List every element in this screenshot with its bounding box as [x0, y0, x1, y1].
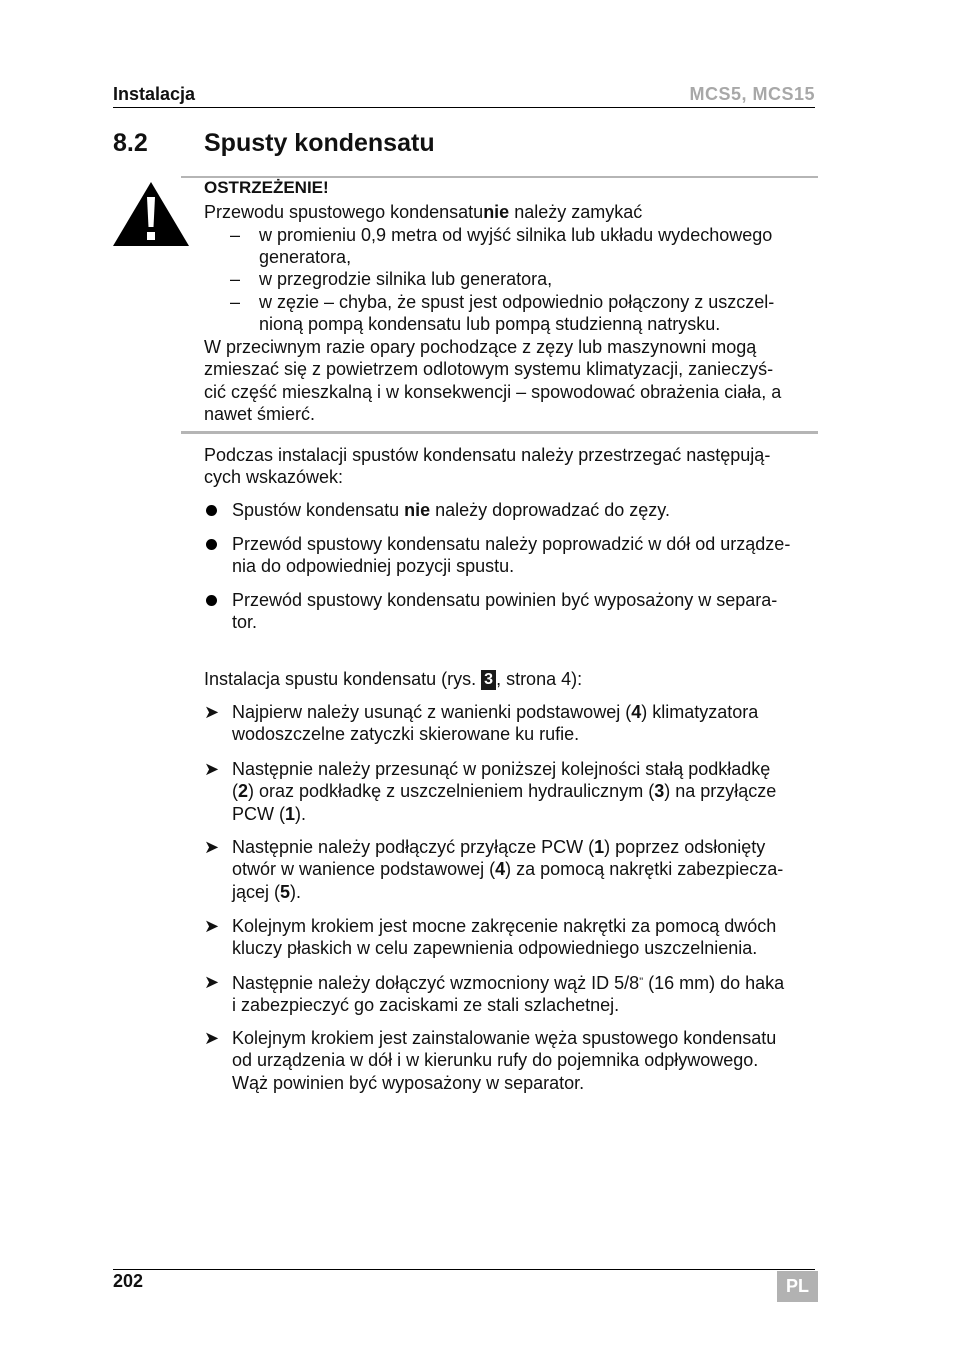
step-text: Następnie należy dołączyć wzmocniony wąż ID 5/8" (16 mm) do haka — [232, 973, 785, 993]
step-item — [204, 1027, 820, 1094]
installation-reference: Instalacja spustu kondensatu (rys. 3 , strona 4): — [204, 669, 583, 689]
warning-consequence-line: cić część mieszkalną i w konsekwencji – spowodować obrażenia ciała, a — [204, 381, 782, 402]
step-text: i zabezpieczyć go zaciskami ze stali szlachetnej. — [232, 995, 620, 1016]
step-text: od urządzenia w dół i w kierunku rufy do pojemnika odpływowego. — [232, 1050, 759, 1071]
step-text: wodoszczelne zatyczki skierowane ku rufie. — [232, 724, 580, 745]
warning-bottom-rule — [181, 431, 818, 434]
warning-intro-emphasis: nie — [483, 202, 510, 222]
bullet-text: tor. — [232, 612, 258, 633]
arrow-right-icon: ➤ — [204, 759, 220, 779]
arrow-right-icon: ➤ — [204, 702, 220, 722]
bullet-dot-icon — [204, 499, 226, 521]
step-item — [204, 971, 820, 1017]
intro-line: cych wskazówek: — [204, 467, 344, 488]
bullet-text: Spustów kondensatu nie należy doprowadzać do zęzy. — [232, 500, 670, 520]
step-text: Najpierw należy usunąć z wanienki podstawowej (4) klimatyzatora — [232, 702, 759, 722]
dash-item-line: generatora, — [259, 247, 352, 268]
arrow-right-icon: ➤ — [204, 1028, 220, 1048]
warning-consequence-line: nawet śmierć. — [204, 404, 316, 425]
step-text: otwór w wanience podstawowej (4) za pomocą nakrętki zabezpiecza- — [232, 859, 784, 880]
bullet-text: Przewód spustowy kondensatu powinien być wyposażony w separa- — [232, 590, 778, 610]
warning-title: OSTRZEŻENIE! — [204, 178, 329, 197]
figure-number-badge: 3 — [481, 670, 496, 690]
page-number: 202 — [113, 1271, 144, 1291]
dash-item-line: w przegrodzie silnika lub generatora, — [259, 269, 553, 289]
warning-triangle-icon — [112, 181, 190, 247]
header-rule — [113, 107, 815, 108]
dash-marker: – — [230, 269, 241, 289]
step-item — [204, 758, 820, 825]
step-text: jącej (5). — [232, 881, 302, 902]
warning-consequence-line: W przeciwnym razie opary pochodzące z zęzy lub maszynowni mogą — [204, 337, 757, 357]
dash-marker: – — [230, 292, 241, 312]
section-number: 8.2 — [113, 129, 148, 157]
section-title: Spusty kondensatu — [204, 129, 435, 157]
intro-line: Podczas instalacji spustów kondensatu należy przestrzegać następują- — [204, 445, 771, 465]
bullet-dot-icon — [204, 589, 226, 611]
warning-consequence-line: zmieszać się z powietrzem odlotowym systemu klimatyzacji, zanieczyś- — [204, 359, 774, 380]
dash-item-line: nioną pompą kondensatu lub pompą studzienną natrysku. — [259, 314, 721, 335]
step-text: Następnie należy przesunąć w poniższej kolejności stałą podkładkę — [232, 759, 771, 779]
warning-intro — [204, 201, 818, 223]
warning-intro-text: Przewodu spustowego kondensatu — [204, 202, 484, 222]
dash-item-line: w promieniu 0,9 metra od wyjść silnika lub układu wydechowego — [259, 225, 773, 245]
arrow-right-icon: ➤ — [204, 972, 220, 992]
bullet-item — [204, 533, 820, 578]
step-item — [204, 701, 820, 746]
step-text: Kolejnym krokiem jest mocne zakręcenie nakrętki za pomocą dwóch — [232, 916, 777, 936]
language-badge: PL — [777, 1271, 818, 1302]
step-text: PCW (1). — [232, 803, 307, 824]
header-product-models: MCS5, MCS15 — [689, 84, 815, 104]
arrow-right-icon: ➤ — [204, 916, 220, 936]
bullet-item — [204, 589, 820, 634]
bullet-text: nia do odpowiedniej pozycji spustu. — [232, 556, 515, 577]
step-text: Kolejnym krokiem jest zainstalowanie węża spustowego kondensatu — [232, 1028, 777, 1048]
footer-rule — [113, 1269, 815, 1270]
warning-consequence — [204, 336, 818, 426]
step-text: kluczy płaskich w celu zapewnienia odpowiedniego uszczelnienia. — [232, 938, 758, 959]
step-text: Wąż powinien być wyposażony w separator. — [232, 1072, 585, 1093]
step-text: (2) oraz podkładkę z uszczelnieniem hydraulicznym (3) na przyłącze — [232, 781, 777, 802]
bullet-dot-icon — [204, 533, 226, 555]
bullet-text: Przewód spustowy kondensatu należy poprowadzić w dół od urządze- — [232, 534, 791, 554]
intro-paragraph — [204, 444, 818, 489]
step-item — [204, 836, 820, 903]
step-text: Następnie należy podłączyć przyłącze PCW (1) poprzez odsłonięty — [232, 837, 766, 857]
dash-item-line: w zęzie – chyba, że spust jest odpowiednio połączony z uszczel- — [259, 292, 775, 312]
step-item — [204, 915, 820, 960]
bullet-item — [204, 499, 820, 521]
arrow-right-icon: ➤ — [204, 837, 220, 857]
warning-dash-item — [230, 224, 820, 269]
warning-dash-item — [230, 268, 820, 290]
dash-marker: – — [230, 225, 241, 245]
warning-dash-item — [230, 291, 820, 336]
header-section-label: Instalacja — [113, 84, 196, 104]
warning-intro-text-end: należy zamykać — [509, 202, 643, 222]
